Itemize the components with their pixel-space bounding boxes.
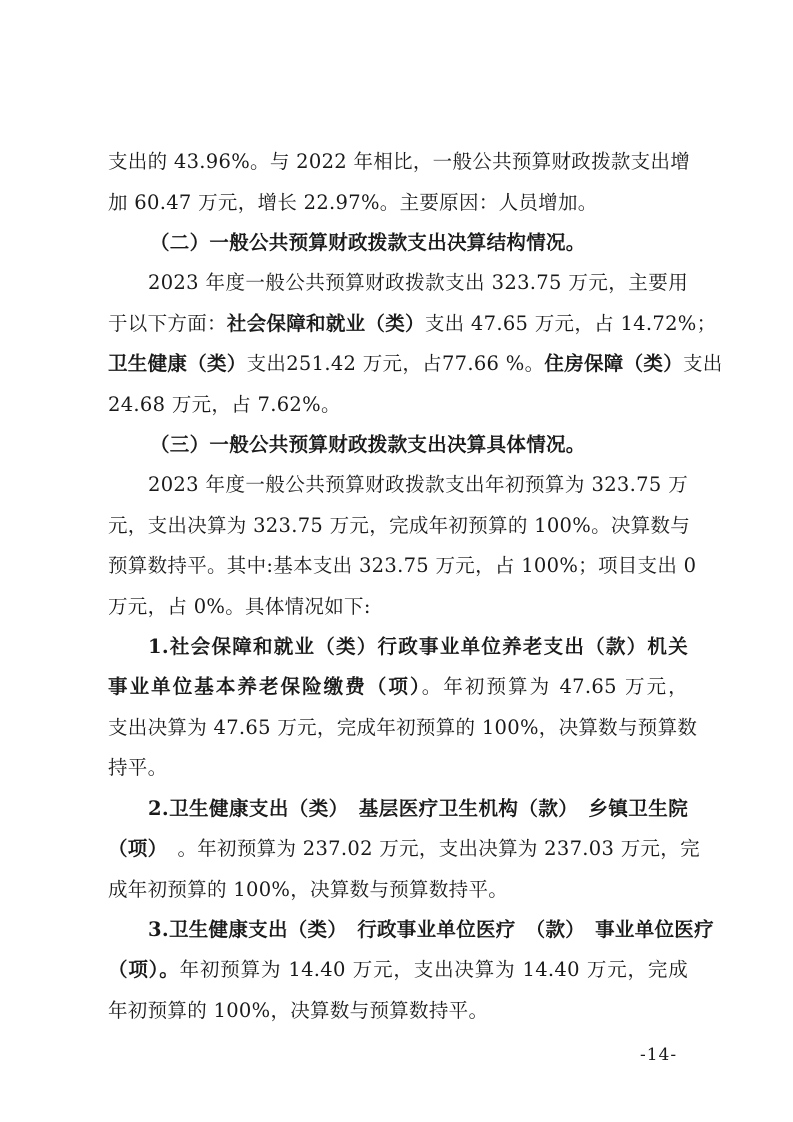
- item-heading: 1.社会保障和就业（类）行政事业单位养老支出（款）机关: [148, 635, 688, 658]
- item-heading-continued: 事业单位基本养老保险缴费（项）: [108, 675, 422, 698]
- section-heading: （三）一般公共预算财政拨款支出决算具体情况。: [150, 433, 586, 456]
- body-text-line: 元，支出决算为 323.75 万元，完成年初预算的 100%。决算数与: [108, 514, 691, 537]
- item-heading-continued: （项）。: [108, 958, 180, 981]
- body-text-line: 2023 年度一般公共预算财政拨款支出 323.75 万元，主要用: [148, 271, 688, 294]
- body-text-line: 卫生健康（类）支出251.42 万元，占77.66 %。住房保障（类）支出: [108, 352, 723, 375]
- body-text-line: 24.68 万元，占 7.62%。: [108, 393, 341, 416]
- body-text-line: 加 60.47 万元，增长 22.97%。主要原因：人员增加。: [108, 191, 598, 214]
- body-text-line: 支出决算为 47.65 万元，完成年初预算的 100%，决算数与预算数: [108, 716, 698, 739]
- body-text-line: 年初预算的 100%，决算数与预算数持平。: [108, 999, 489, 1022]
- item-heading: 3.卫生健康支出（类） 行政事业单位医疗 （款） 事业单位医疗: [148, 918, 714, 941]
- body-text-line: （项）。年初预算为 14.40 万元，支出决算为 14.40 万元，完成: [108, 958, 689, 981]
- item-heading-continued: （项）: [108, 837, 158, 860]
- body-text-line: 支出的 43.96%。与 2022 年相比，一般公共预算财政拨款支出增: [108, 150, 691, 173]
- category-label: 社会保障和就业（类）: [226, 312, 425, 335]
- section-heading: （二）一般公共预算财政拨款支出决算结构情况。: [150, 231, 586, 254]
- body-text-line: 事业单位基本养老保险缴费（项）。年初预算为 47.65 万元，: [108, 675, 688, 698]
- body-text-line: 万元，占 0%。具体情况如下:: [108, 595, 371, 618]
- category-label: 住房保障（类）: [544, 352, 683, 375]
- body-text-line: 于以下方面：社会保障和就业（类）支出 47.65 万元，占 14.72%；: [108, 312, 717, 335]
- body-text-line: （项） 。年初预算为 237.02 万元，支出决算为 237.03 万元，完: [108, 837, 700, 860]
- body-text-line: 成年初预算的 100%，决算数与预算数持平。: [108, 878, 509, 901]
- item-heading: 2.卫生健康支出（类） 基层医疗卫生机构（款） 乡镇卫生院: [148, 797, 688, 820]
- body-text-line: 2023 年度一般公共预算财政拨款支出年初预算为 323.75 万: [148, 473, 688, 496]
- category-label: 卫生健康（类）: [108, 352, 247, 375]
- body-text-line: 预算数持平。其中:基本支出 323.75 万元，占 100%；项目支出 0: [108, 554, 697, 577]
- page-number: -14-: [640, 1045, 678, 1065]
- body-text-line: 持平。: [108, 756, 168, 779]
